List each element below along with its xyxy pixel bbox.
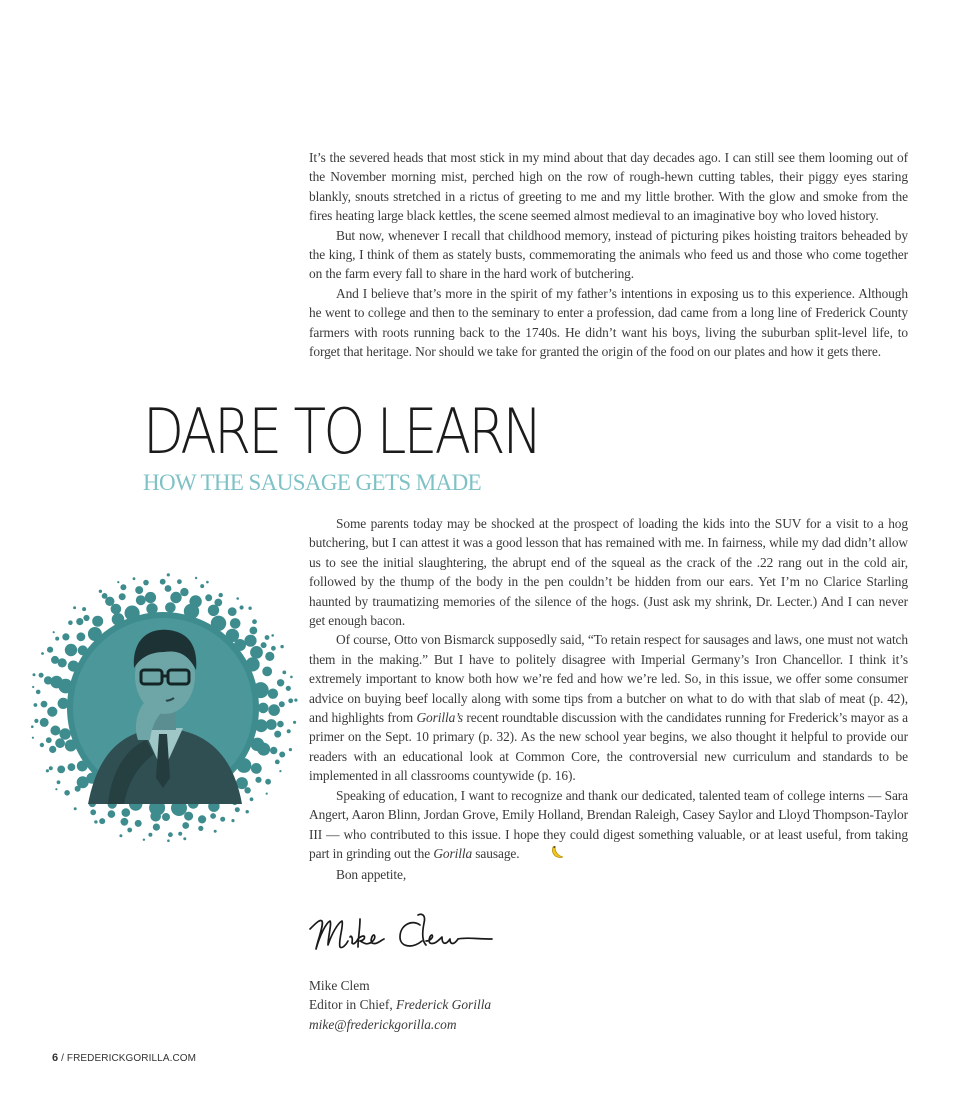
publication-name: Frederick Gorilla	[396, 997, 492, 1013]
halftone-dot	[265, 652, 274, 661]
halftone-dot	[76, 618, 83, 625]
body-paragraph: Some parents today may be shocked at the prospect of loading the kids into the SUV for a visit to a hog butchering, but I can attest it was a good lesson that has remained with me. In fairness, while my dad didn’t allow us to see the initial slaughtering, the abrupt end of the squeal as the crack of the .22 rang out in the cold air, followed by the thump of the body in the pen couldn’t be hidden from our ears. Yet I’m no Clarice Starling haunted by traumatizing memories of the silence of the hogs. (Just ask my shrink, Dr. Lecter.) And I can never get enough bacon.	[309, 516, 908, 629]
halftone-dot	[274, 731, 281, 738]
halftone-dot	[177, 579, 182, 584]
intro-paragraph: And I believe that’s more in the spirit of my father’s intentions in exposing us to this experience. Although he went to college and then to the seminary to enter a profession, dad came from a long line of Frederick County farmers with roots running back to the 1740s. He didn’t want his boys, living the suburban split-level life, to forget that heritage. Nor should we take for granted the origin of the food on our plates and how it gets there.	[309, 285, 908, 360]
halftone-dot	[50, 676, 63, 689]
halftone-dot	[55, 738, 65, 748]
halftone-dot	[68, 620, 73, 625]
halftone-dot	[183, 837, 186, 840]
halftone-dot	[220, 817, 225, 822]
halftone-dot	[178, 832, 182, 836]
halftone-dot	[244, 635, 256, 647]
halftone-dot	[41, 652, 44, 655]
halftone-dot	[258, 703, 269, 714]
halftone-dot	[282, 671, 286, 675]
halftone-dot	[92, 616, 103, 627]
halftone-dot	[290, 676, 293, 679]
halftone-dot	[287, 729, 291, 733]
halftone-dot	[277, 679, 284, 686]
halftone-dot	[182, 822, 189, 829]
halftone-dot	[266, 719, 277, 730]
halftone-dot	[195, 577, 197, 579]
halftone-dot	[165, 585, 172, 592]
halftone-dot	[50, 726, 60, 736]
halftone-dot	[235, 807, 240, 812]
halftone-dot	[270, 747, 277, 754]
halftone-dot	[133, 577, 136, 580]
halftone-dot	[135, 586, 143, 594]
halftone-dot	[90, 809, 96, 815]
halftone-dot	[236, 597, 239, 600]
halftone-dot	[279, 752, 285, 758]
halftone-dot	[277, 721, 284, 728]
halftone-dot	[162, 813, 170, 821]
halftone-dot	[219, 593, 223, 597]
halftone-dot	[77, 632, 86, 641]
halftone-dot	[82, 607, 86, 611]
halftone-dot	[250, 797, 254, 801]
halftone-dot	[99, 590, 102, 593]
halftone-dot	[36, 690, 41, 695]
page-number: 6	[52, 1052, 59, 1064]
halftone-dot	[198, 826, 203, 831]
halftone-dot	[34, 719, 38, 723]
halftone-dot	[280, 645, 283, 648]
halftone-dot	[261, 642, 267, 648]
publication-name: Gorilla’s	[416, 710, 463, 726]
halftone-dot	[279, 701, 285, 707]
halftone-dot	[265, 779, 271, 785]
halftone-dot	[47, 707, 57, 717]
halftone-dot	[148, 833, 152, 837]
halftone-dot	[117, 581, 119, 583]
halftone-dot	[121, 818, 129, 826]
halftone-dot	[127, 828, 132, 833]
halftone-dot	[230, 618, 241, 629]
halftone-dot	[252, 619, 257, 624]
halftone-dot	[135, 820, 142, 827]
halftone-dot	[33, 673, 36, 676]
halftone-dot	[119, 593, 126, 600]
halftone-dot	[46, 737, 52, 743]
halftone-dot	[49, 746, 56, 753]
halftone-dot	[266, 793, 268, 795]
intro-paragraph: But now, whenever I recall that childhood memory, instead of picturing pikes hoisting traitors beheaded by the king, I think of them as stately busts, commemorating the animals who feed us and those who come together on the farm every fall to share in the hard work of butchering.	[309, 227, 908, 282]
halftone-dot	[205, 594, 212, 601]
halftone-dot	[32, 686, 34, 688]
editorial-body	[309, 514, 908, 885]
halftone-dot	[99, 818, 105, 824]
halftone-dot	[49, 766, 53, 770]
halftone-dot	[34, 703, 38, 707]
halftone-dot	[153, 824, 160, 831]
halftone-dot	[184, 812, 193, 821]
author-title: Editor in Chief, Frederick Gorilla	[309, 997, 492, 1013]
halftone-dot	[165, 602, 176, 613]
halftone-dot	[251, 763, 262, 774]
halftone-dot	[32, 737, 34, 739]
halftone-dot	[265, 635, 270, 640]
halftone-dot	[214, 830, 217, 833]
halftone-dot	[44, 676, 52, 684]
footer-site[interactable]: FREDERICKGORILLA.COM	[66, 1053, 197, 1064]
author-name: Mike Clem	[309, 978, 370, 993]
halftone-dot	[198, 815, 206, 823]
halftone-dot	[75, 786, 81, 792]
halftone-dot	[64, 790, 70, 796]
halftone-dot	[206, 581, 209, 584]
halftone-dot	[250, 646, 263, 659]
halftone-dot	[143, 839, 145, 841]
halftone-dot	[275, 760, 280, 765]
author-portrait	[67, 612, 259, 804]
halftone-dot	[59, 728, 70, 739]
halftone-dot	[250, 627, 258, 635]
halftone-dot	[255, 777, 261, 783]
halftone-dot	[51, 656, 59, 664]
halftone-dot	[170, 592, 181, 603]
halftone-dot	[120, 584, 126, 590]
halftone-dot	[231, 819, 234, 822]
halftone-dot	[271, 646, 276, 651]
intro-column	[309, 148, 908, 361]
halftone-dot	[289, 748, 292, 751]
halftone-dot	[94, 820, 97, 823]
intro-paragraph: It’s the severed heads that most stick in my mind about that day decades ago. I can still see them looming out of the November morning mist, perched high on the row of rough-hewn cutting tables, their piggy eyes staring blankly, snouts stretched in a rictus of greeting to me and my little brother. With the glow and smoke from the fires heating large black kettles, the scene seemed almost medieval to an imaginative boy who loved history.	[309, 150, 908, 224]
halftone-dot	[271, 634, 274, 637]
halftone-dot	[145, 592, 156, 603]
halftone-dot	[41, 701, 48, 708]
halftone-dot	[248, 607, 251, 610]
halftone-dot	[53, 631, 55, 633]
halftone-dot	[119, 834, 122, 837]
halftone-dot	[288, 698, 293, 703]
halftone-dot	[150, 811, 161, 822]
halftone-dot	[228, 607, 237, 616]
halftone-dot	[240, 605, 244, 609]
publication-name: Gorilla	[433, 845, 473, 861]
author-photo	[28, 572, 298, 844]
author-email[interactable]: mike@frederickgorilla.com	[309, 1016, 457, 1032]
body-paragraph: Speaking of education, I want to recognize and thank our dedicated, talented team of college interns — Sara Angert, Aaron Blinn, Jordan Grove, Emily Holland, Brendan Raleigh, Casey Saylor and Lloyd Thompson-Taylor III — who contributed to this issue. I hope they could digest something valuable, or at least useful, from taking part in grinding out the Gorilla sausage.	[309, 786, 908, 866]
halftone-dot	[180, 588, 188, 596]
halftone-dot	[268, 704, 280, 716]
halftone-dot	[122, 808, 131, 817]
halftone-dot	[262, 667, 272, 677]
halftone-dot	[268, 689, 278, 699]
halftone-dot	[136, 595, 146, 605]
halftone-dot	[40, 743, 44, 747]
halftone-dot	[68, 763, 76, 771]
halftone-dot	[279, 770, 281, 772]
halftone-dot	[46, 769, 49, 772]
signature-block	[309, 976, 491, 1034]
halftone-dot	[102, 593, 108, 599]
halftone-dot	[257, 743, 270, 756]
halftone-dot	[55, 637, 59, 641]
halftone-dot	[244, 787, 250, 793]
halftone-dot	[55, 788, 57, 790]
halftone-dot	[47, 647, 53, 653]
subheadline: HOW THE SAUSAGE GETS MADE	[143, 470, 482, 495]
handwritten-signature	[306, 905, 498, 957]
halftone-dot	[83, 615, 89, 621]
halftone-dot	[108, 810, 116, 818]
halftone-dot	[57, 780, 61, 784]
footer-separator: /	[58, 1053, 67, 1064]
halftone-dot	[200, 584, 204, 588]
body-paragraph: Of course, Otto von Bismarck supposedly said, “To retain respect for sausages and laws, one must not watch them in the making.” But I have to politely disagree with Imperial Germany’s Iron Chancellor. I think it’s extremely important to know both how we’re fed and how we’re led. So, in this issue, we offer some consumer advice on buying beef locally along with some tips from a butcher on what to do with that slab of meat (p. 42), and highlights from Gorilla’s recent roundtable discussion with the candidates running for Frederick’s mayor as a primer on the Sept. 10 primary (p. 32). As the new school year begins, we also thought it helpful to provide our readers with an educational look at Common Core, the controversial new curriculum and standards to be implemented in all classrooms countywide (p. 16).	[309, 632, 908, 784]
halftone-dot	[73, 606, 76, 609]
halftone-dot	[62, 633, 69, 640]
halftone-dot	[57, 766, 65, 774]
halftone-dot	[65, 644, 77, 656]
halftone-dot	[214, 599, 222, 607]
halftone-dot	[160, 579, 166, 585]
halftone-dot	[31, 725, 34, 728]
halftone-dot	[167, 839, 170, 842]
halftone-dot	[168, 832, 173, 837]
halftone-dot	[246, 810, 249, 813]
halftone-dot	[143, 580, 149, 586]
halftone-dot	[210, 813, 216, 819]
banana-icon	[523, 845, 565, 865]
halftone-dot	[40, 718, 49, 727]
headline: DARE TO LEARN	[143, 395, 540, 468]
page-footer	[52, 1052, 196, 1064]
halftone-dot	[293, 721, 296, 724]
halftone-dot	[74, 807, 77, 810]
halftone-dot	[286, 686, 291, 691]
closing-line: Bon appetite,	[336, 867, 407, 883]
halftone-dot	[294, 699, 297, 702]
halftone-dot	[167, 573, 170, 576]
halftone-dot	[189, 595, 201, 607]
halftone-dot	[39, 673, 44, 678]
